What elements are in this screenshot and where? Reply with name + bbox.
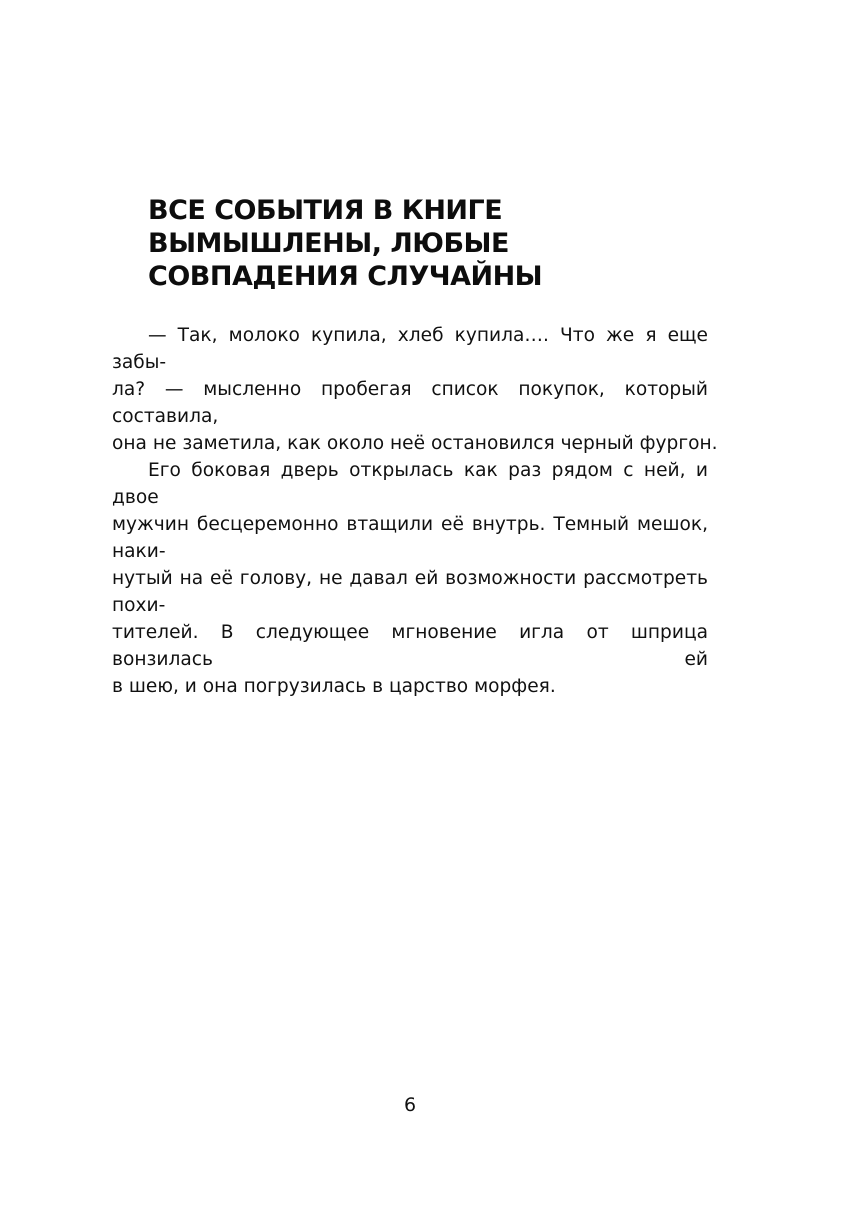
text-line: она не заметила, как около неё остановился черный фургон. [112,433,718,454]
paragraph [112,457,708,700]
chapter-title [148,194,708,293]
paragraph [112,322,718,457]
text-line: ла? — мысленно пробегая список покупок, который составила, [112,379,708,427]
page-number: 6 [403,1094,417,1116]
text-line: в шею, и она погрузилась в царство морфея. [112,676,556,697]
chapter-title-line: СОВПАДЕНИЯ СЛУЧАЙНЫ [148,261,543,292]
body-text [112,322,718,700]
chapter-title-line: ВЫМЫШЛЕНЫ, ЛЮБЫЕ [148,228,509,259]
chapter-title-line: ВСЕ СОБЫТИЯ В КНИГЕ [148,195,503,226]
text-line: Его боковая дверь открылась как раз рядом с ней, и двое [112,460,708,508]
text-line: нутый на её голову, не давал ей возможности рассмотреть похи- [112,568,708,616]
text-line: — Так, молоко купила, хлеб купила…. Что же я еще забы- [112,325,708,373]
text-line: мужчин бесцеремонно втащили её внутрь. Темный мешок, наки- [112,514,708,562]
text-line: тителей. В следующее мгновение игла от шприца вонзилась ей [112,622,708,670]
